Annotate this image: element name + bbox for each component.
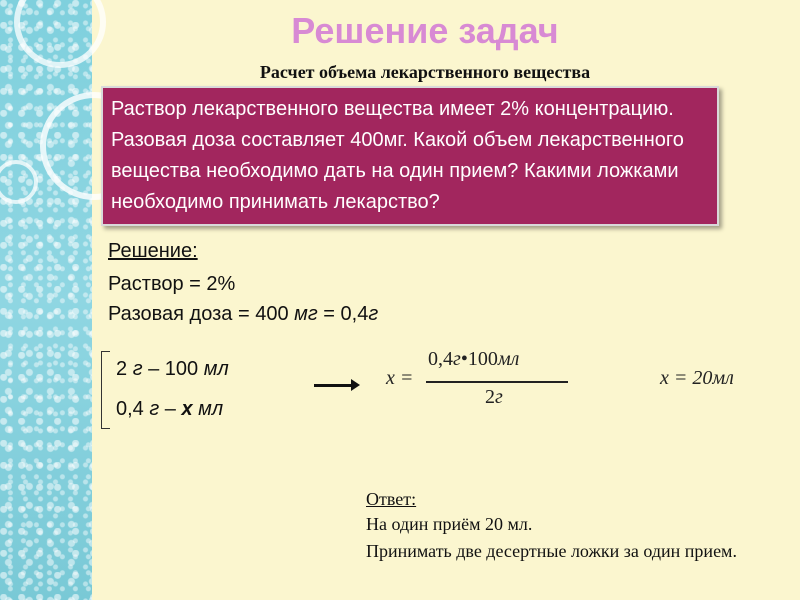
den: 2 <box>485 386 495 408</box>
num-a-unit: г <box>453 348 461 370</box>
slide-subtitle: Расчет объема лекарственного вещества <box>259 62 591 82</box>
proportion-row-1 <box>116 358 229 381</box>
row2-unit-a: г <box>149 398 160 420</box>
answer-heading: Ответ: <box>366 489 417 509</box>
decorative-ring <box>0 160 38 204</box>
answer-line-1: На один приём 20 мл. <box>366 514 533 534</box>
slide-title: Решение задач <box>291 10 559 51</box>
decorative-sidebar <box>0 0 92 600</box>
row1-unit-b: мл <box>203 358 229 380</box>
dose-prefix: Разовая доза = 400 <box>108 303 295 325</box>
num-op: • <box>460 348 468 370</box>
row1-unit-a: г <box>132 358 143 380</box>
den-unit: г <box>495 386 503 408</box>
row2-a: 0,4 <box>116 398 150 420</box>
answer-line-2: Принимать две десертные ложки за один прием. <box>366 541 737 561</box>
dose-mid: = 0,4 <box>317 303 369 325</box>
solution-line-2 <box>108 303 378 326</box>
unit-mg: мг <box>294 303 318 325</box>
proportion-row-2 <box>116 398 223 421</box>
num-a: 0,4 <box>428 348 453 370</box>
formula-lhs: x = <box>386 367 414 389</box>
proportion-brace <box>101 351 110 429</box>
num-b-unit: мл <box>497 348 520 370</box>
unit-g: г <box>368 303 379 325</box>
num-b: 100 <box>467 348 498 370</box>
problem-box <box>101 86 719 226</box>
arrow-right-icon <box>314 384 354 387</box>
row2-unit-b: мл <box>192 398 224 420</box>
problem-text: Раствор лекарственного вещества имеет 2% концентрацию. Разовая доза составляет 400мг. Какой объем лекарственного вещества необходимо дать на один прием? Какими ложками необходимо принимать лекарство? <box>111 98 684 213</box>
row2-x: х <box>181 398 193 420</box>
solution-heading: Решение: <box>108 240 198 262</box>
solution-line-1: Раствор = 2% <box>108 273 236 295</box>
row1-a: 2 <box>116 358 133 380</box>
row1-b: – 100 <box>142 358 204 380</box>
formula-numerator <box>428 348 519 371</box>
fraction-bar <box>426 381 568 383</box>
row2-b: – <box>159 398 182 420</box>
formula-result: x = 20мл <box>660 367 734 389</box>
formula-denominator <box>485 386 503 409</box>
